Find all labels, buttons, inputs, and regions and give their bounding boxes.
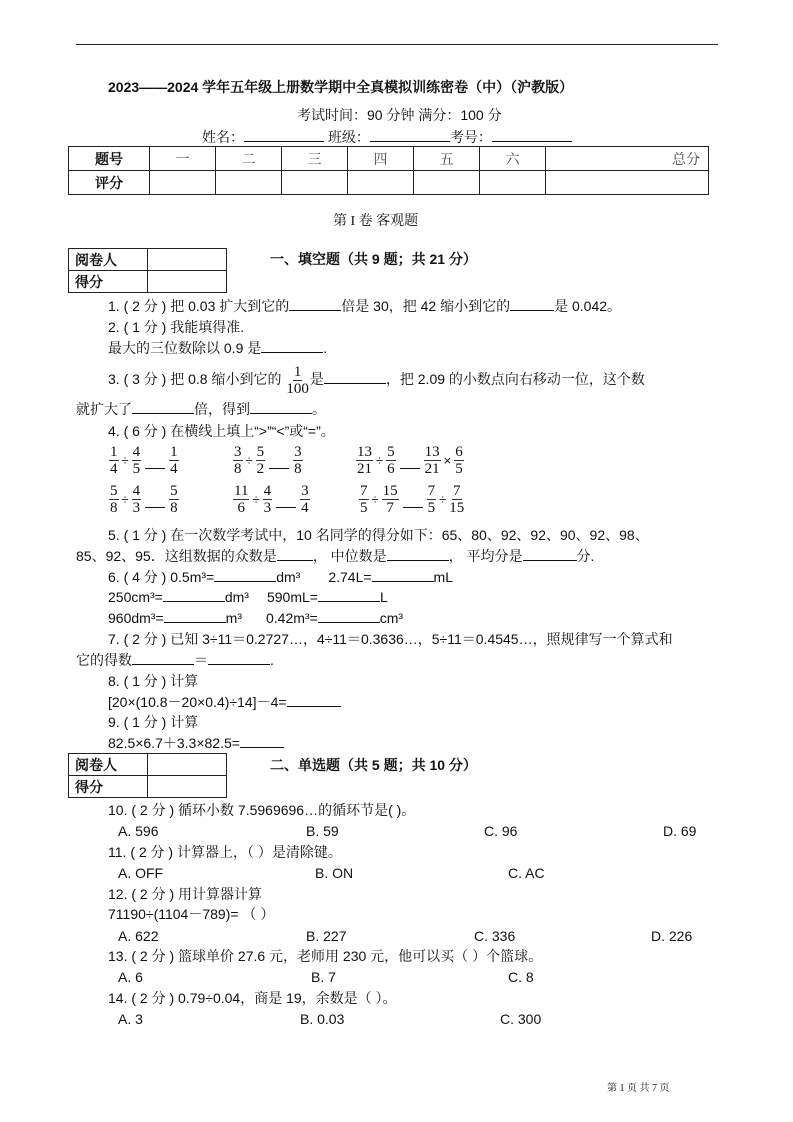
numerator: 15 xyxy=(382,483,398,499)
score-cell[interactable] xyxy=(480,171,546,195)
score-table xyxy=(68,146,709,195)
question-7: 7. ( 2 分 ) 已知 3÷11＝0.2727…，4÷11＝0.3636…，5÷11＝0.4545…，照规律写一个算式和 xyxy=(108,631,673,647)
denominator: 6 xyxy=(237,500,245,516)
numerator: 11 xyxy=(234,483,249,499)
q1-text: 是 0.042。 xyxy=(554,298,622,314)
denominator: 4 xyxy=(301,500,309,516)
grader-cell[interactable] xyxy=(148,249,227,271)
answer-blank[interactable] xyxy=(318,609,380,623)
denominator: 5 xyxy=(360,500,368,516)
score-table-score-row xyxy=(69,171,709,195)
q9-text: 82.5×6.7＋3.3×82.5= xyxy=(108,735,240,751)
numerator: 5 xyxy=(256,444,265,460)
option[interactable]: B. 7 xyxy=(311,969,336,985)
denominator: 21 xyxy=(424,461,440,477)
fraction xyxy=(132,444,142,477)
comparison-group xyxy=(355,444,465,477)
numerator: 5 xyxy=(387,444,395,460)
question-8-expr xyxy=(108,693,341,711)
score-cell[interactable] xyxy=(148,776,227,798)
fraction xyxy=(427,483,437,516)
numerator: 5 xyxy=(170,483,178,499)
numerator: 7 xyxy=(427,483,436,499)
score-cell[interactable] xyxy=(546,171,709,195)
q6-text: 6. ( 4 分 ) 0.5m³= xyxy=(108,569,215,585)
question-5: 5. ( 1 分 ) 在一次数学考试中，10 名同学的得分如下：65、80、92、92、90、92、98、 xyxy=(108,527,649,543)
denominator: 3 xyxy=(132,500,141,516)
q5-text: 85、92、95．这组数据的众数是 xyxy=(76,548,277,564)
option[interactable]: A. OFF xyxy=(118,865,164,881)
question-10: 10. ( 2 分 ) 循环小数 7.5969696…的循环节是( )。 xyxy=(108,802,416,818)
q7-text: ＝ xyxy=(194,652,208,668)
denominator: 8 xyxy=(110,500,118,516)
section-title-fill-in: 一、填空题（共 9 题；共 21 分） xyxy=(270,251,477,267)
fraction xyxy=(386,444,396,477)
column-header: 二 xyxy=(216,147,282,171)
answer-blank[interactable] xyxy=(387,547,449,561)
header-label: 题号 xyxy=(69,147,150,171)
denominator: 5 xyxy=(132,461,141,477)
comparison-group xyxy=(358,483,465,516)
comparison-group xyxy=(108,483,180,516)
question-5-line xyxy=(76,547,594,565)
score-cell[interactable] xyxy=(282,171,348,195)
q6-text: mL xyxy=(433,569,453,585)
id-field[interactable] xyxy=(492,128,572,142)
denominator: 8 xyxy=(170,500,178,516)
denominator: 8 xyxy=(234,461,242,477)
answer-blank[interactable] xyxy=(510,297,554,311)
fraction xyxy=(109,444,119,477)
grader-label: 阅卷人 xyxy=(69,754,148,776)
q3-text: 3. ( 3 分 ) 把 0.8 缩小到它的 xyxy=(108,371,282,388)
fraction xyxy=(169,444,179,477)
numerator: 5 xyxy=(110,483,118,499)
q5-text: ， 平均分是 xyxy=(448,548,523,564)
answer-blank[interactable] xyxy=(132,400,194,414)
q6-text: cm³ xyxy=(379,610,404,626)
q6-text: 0.42m³= xyxy=(265,610,318,626)
option[interactable]: C. 336 xyxy=(474,928,516,944)
score-cell[interactable] xyxy=(150,171,216,195)
operator: ÷ xyxy=(121,453,129,468)
question-1 xyxy=(108,297,621,315)
row-label: 评分 xyxy=(69,171,150,195)
volume-title: 第 I 卷 客观题 xyxy=(333,214,419,229)
q1-text: 倍是 30，把 42 缩小到它的 xyxy=(341,298,511,314)
grader-cell[interactable] xyxy=(148,754,227,776)
question-2-line xyxy=(108,339,327,357)
question-14: 14. ( 2 分 ) 0.79÷0.04，商是 19，余数是（ ）。 xyxy=(108,990,397,1006)
fraction xyxy=(263,483,273,516)
answer-blank[interactable] xyxy=(400,468,420,469)
fraction xyxy=(449,483,464,516)
answer-blank[interactable] xyxy=(269,468,289,469)
numerator: 3 xyxy=(234,444,242,460)
question-2: 2. ( 1 分 ) 我能填得准. xyxy=(108,319,245,335)
option[interactable]: D. 69 xyxy=(663,823,697,839)
option[interactable]: B. 0.03 xyxy=(300,1011,345,1027)
answer-blank[interactable] xyxy=(132,651,194,665)
operator: ÷ xyxy=(245,453,253,468)
option[interactable]: C. 8 xyxy=(508,969,534,985)
operator: ÷ xyxy=(121,492,129,507)
column-header: 四 xyxy=(348,147,414,171)
operator: ÷ xyxy=(376,453,384,468)
question-3 xyxy=(108,364,645,397)
answer-blank[interactable] xyxy=(145,468,165,469)
header-rule xyxy=(76,44,718,45)
score-cell[interactable] xyxy=(414,171,480,195)
question-9-expr xyxy=(108,734,284,752)
fraction xyxy=(359,483,369,516)
denominator: 7 xyxy=(386,500,394,516)
fraction xyxy=(109,483,119,516)
answer-blank[interactable] xyxy=(208,651,270,665)
answer-blank[interactable] xyxy=(289,297,341,311)
grader-label: 阅卷人 xyxy=(69,249,148,271)
score-label: 得分 xyxy=(69,776,148,798)
question-8: 8. ( 1 分 ) 计算 xyxy=(108,673,199,689)
numerator: 4 xyxy=(132,444,141,460)
question-6 xyxy=(108,568,453,586)
operator: × xyxy=(443,453,452,468)
column-header: 三 xyxy=(282,147,348,171)
question-9: 9. ( 1 分 ) 计算 xyxy=(108,714,199,730)
q5-text: 分. xyxy=(576,548,595,564)
q6-text: dm³ xyxy=(276,569,301,585)
answer-blank[interactable] xyxy=(372,568,434,582)
numerator: 7 xyxy=(453,483,461,499)
option[interactable]: C. AC xyxy=(508,865,545,881)
q6-text: m³ xyxy=(225,610,242,626)
class-field[interactable] xyxy=(370,128,450,142)
column-header: 总分 xyxy=(546,147,709,171)
q2-text: . xyxy=(323,340,328,356)
denominator: 5 xyxy=(455,461,463,477)
q6-text: dm³ xyxy=(224,589,249,605)
id-label: 考号： xyxy=(449,129,492,145)
operator: ÷ xyxy=(371,492,379,507)
answer-blank[interactable] xyxy=(250,400,312,414)
numerator: 13 xyxy=(357,444,372,460)
answer-blank[interactable] xyxy=(240,734,284,748)
denominator: 4 xyxy=(110,461,118,477)
fraction xyxy=(382,483,399,516)
q2-text: 最大的三位数除以 0.9 是 xyxy=(108,340,262,356)
answer-blank[interactable] xyxy=(318,588,380,602)
operator: ÷ xyxy=(439,492,447,507)
fraction xyxy=(300,483,310,516)
denominator: 4 xyxy=(170,461,178,477)
exam-title: 2023——2024 学年五年级上册数学期中全真模拟训练密卷（中）（沪教版） xyxy=(108,79,574,95)
q1-text: 1. ( 2 分 ) 把 0.03 扩大到它的 xyxy=(108,298,290,314)
option[interactable]: A. 6 xyxy=(118,969,143,985)
column-header: 五 xyxy=(414,147,480,171)
class-label: 班级： xyxy=(327,129,370,145)
score-cell[interactable] xyxy=(216,171,282,195)
option[interactable]: C. 96 xyxy=(484,823,518,839)
name-field[interactable] xyxy=(244,128,324,142)
numerator: 7 xyxy=(360,483,368,499)
numerator: 1 xyxy=(293,364,302,380)
denominator: 8 xyxy=(294,461,302,477)
q8-text: [20×(10.8－20×0.4)÷14]－4= xyxy=(108,694,287,710)
operator: ÷ xyxy=(252,492,260,507)
option[interactable]: B. 59 xyxy=(306,823,339,839)
denominator: 3 xyxy=(263,500,272,516)
score-label: 得分 xyxy=(69,271,148,293)
question-3-line xyxy=(76,400,326,418)
numerator: 1 xyxy=(170,444,178,460)
numerator: 13 xyxy=(424,444,440,460)
fraction xyxy=(293,444,303,477)
fraction xyxy=(424,444,441,477)
numerator: 6 xyxy=(455,444,463,460)
q7-text: 它的得数 xyxy=(76,652,132,668)
q6-text: L xyxy=(379,589,388,605)
question-6-line-2 xyxy=(108,588,388,606)
page-footer: 第 1 页 共 7 页 xyxy=(607,1083,670,1094)
student-info xyxy=(202,128,572,146)
exam-info: 考试时间：90 分钟 满分：100 分 xyxy=(297,107,502,123)
numerator: 3 xyxy=(294,444,302,460)
q7-text: . xyxy=(270,652,274,668)
fraction xyxy=(286,364,309,397)
column-header: 一 xyxy=(150,147,216,171)
column-header: 六 xyxy=(480,147,546,171)
answer-blank[interactable] xyxy=(214,568,276,582)
answer-blank[interactable] xyxy=(261,339,323,353)
question-11: 11. ( 2 分 ) 计算器上，（ ）是清除键。 xyxy=(108,844,342,860)
q6-text: 960dm³= xyxy=(108,610,164,626)
denominator: 15 xyxy=(449,500,465,516)
q3-text: 就扩大了 xyxy=(76,401,132,417)
option[interactable]: D. 226 xyxy=(651,928,693,944)
fraction xyxy=(454,444,464,477)
option[interactable]: A. 622 xyxy=(118,928,159,944)
denominator: 21 xyxy=(357,461,372,477)
fraction xyxy=(356,444,373,477)
name-label: 姓名： xyxy=(202,129,244,145)
q3-text: 是 xyxy=(309,371,324,388)
score-table-header-row xyxy=(69,147,709,171)
fraction xyxy=(233,483,249,516)
numerator: 1 xyxy=(110,444,118,460)
numerator: 4 xyxy=(132,483,141,499)
comparison-group xyxy=(232,444,304,477)
answer-blank[interactable] xyxy=(523,547,577,561)
denominator: 5 xyxy=(427,500,436,516)
numerator: 4 xyxy=(263,483,272,499)
denominator: 6 xyxy=(387,461,395,477)
section-title-single-choice: 二、单选题（共 5 题；共 10 分） xyxy=(270,757,477,773)
option[interactable]: A. 596 xyxy=(118,823,159,839)
score-cell[interactable] xyxy=(148,271,227,293)
question-4: 4. ( 6 分 ) 在横线上填上“>”“<”或“=”。 xyxy=(108,423,335,439)
question-12-expr: 71190÷(1104－789)= （ ） xyxy=(108,906,275,922)
answer-blank[interactable] xyxy=(164,609,226,623)
option[interactable]: B. 227 xyxy=(306,928,347,944)
question-13: 13. ( 2 分 ) 篮球单价 27.6 元，老师用 230 元，他可以买（ ）个篮球。 xyxy=(108,948,543,964)
comparison-group xyxy=(108,444,180,477)
q3-text: 倍，得到 xyxy=(194,401,250,417)
q3-text: ，把 2.09 的小数点向右移动一位，这个数 xyxy=(385,371,645,388)
option[interactable]: C. 300 xyxy=(500,1011,542,1027)
denominator: 100 xyxy=(286,381,309,397)
answer-blank[interactable] xyxy=(145,507,165,508)
question-12: 12. ( 2 分 ) 用计算器计算 xyxy=(108,886,263,902)
grader-box-2 xyxy=(68,753,227,798)
grader-box-1 xyxy=(68,248,227,293)
q6-text: 590mL= xyxy=(266,589,318,605)
option[interactable]: B. ON xyxy=(315,865,354,881)
numerator: 3 xyxy=(301,483,309,499)
fraction xyxy=(169,483,179,516)
fraction xyxy=(233,444,243,477)
question-7-line xyxy=(76,651,274,669)
answer-blank[interactable] xyxy=(287,693,341,707)
score-cell[interactable] xyxy=(348,171,414,195)
q6-text: 250cm³= xyxy=(108,589,163,605)
comparison-group xyxy=(232,483,311,516)
q5-text: ， 中位数是 xyxy=(312,548,387,564)
answer-blank[interactable] xyxy=(276,507,296,508)
option[interactable]: A. 3 xyxy=(118,1011,143,1027)
answer-blank[interactable] xyxy=(163,588,225,602)
answer-blank[interactable] xyxy=(324,370,386,384)
q3-text: 。 xyxy=(312,401,326,417)
q6-text: 2.74L= xyxy=(328,569,372,585)
answer-blank[interactable] xyxy=(277,547,313,561)
fraction xyxy=(132,483,142,516)
fraction xyxy=(256,444,266,477)
denominator: 2 xyxy=(256,461,265,477)
question-6-line-3 xyxy=(108,609,403,627)
answer-blank[interactable] xyxy=(403,507,423,508)
